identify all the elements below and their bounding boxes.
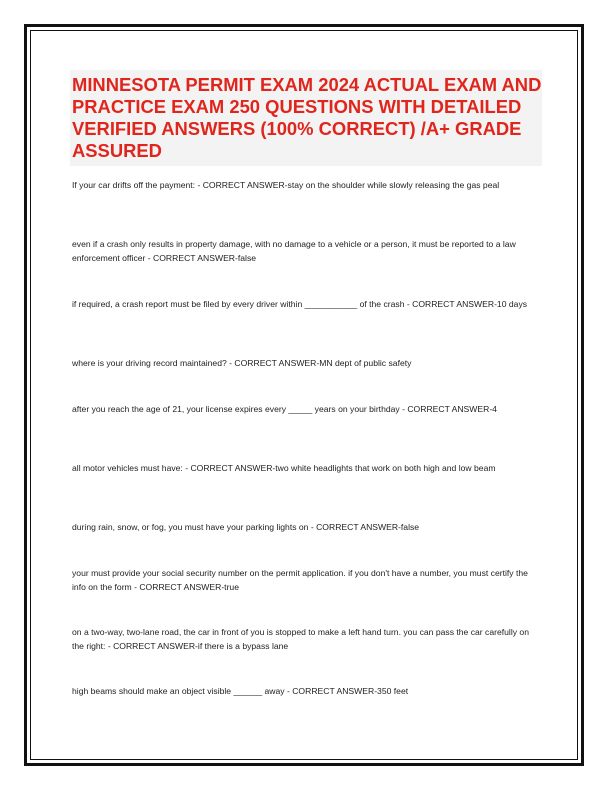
qa-item: high beams should make an object visible ______ away - CORRECT ANSWER-350 feet <box>72 686 409 696</box>
qa-item: even if a crash only results in property damage, with no damage to a vehicle or a person, it must be reported to a law enforcement officer - CORRECT ANSWER-false <box>72 239 516 263</box>
qa-item: after you reach the age of 21, your license expires every _____ years on your birthday - CORRECT ANSWER-4 <box>72 404 497 414</box>
qa-item: on a two-way, two-lane road, the car in front of you is stopped to make a left hand turn. you can pass the car carefully on the right: - CORRECT ANSWER-if there is a bypass lane <box>72 627 529 651</box>
qa-item: your must provide your social security number on the permit application. if you don't have a number, you must certify the info on the form - CORRECT ANSWER-true <box>72 568 528 592</box>
document-title: MINNESOTA PERMIT EXAM 2024 ACTUAL EXAM AND PRACTICE EXAM 250 QUESTIONS WITH DETAILED VERIFIED ANSWERS (100% CORRECT) /A+ GRADE ASSURED <box>72 74 542 161</box>
qa-item: during rain, snow, or fog, you must have your parking lights on - CORRECT ANSWER-false <box>72 522 420 532</box>
qa-item: where is your driving record maintained? - CORRECT ANSWER-MN dept of public safety <box>72 358 412 368</box>
qa-item: if required, a crash report must be filed by every driver within ___________ of the crash - CORRECT ANSWER-10 days <box>72 299 528 309</box>
qa-item: If your car drifts off the payment: - CORRECT ANSWER-stay on the shoulder while slowly releasing the gas peal <box>72 180 500 190</box>
qa-item: all motor vehicles must have: - CORRECT ANSWER-two white headlights that work on both high and low beam <box>72 463 496 473</box>
